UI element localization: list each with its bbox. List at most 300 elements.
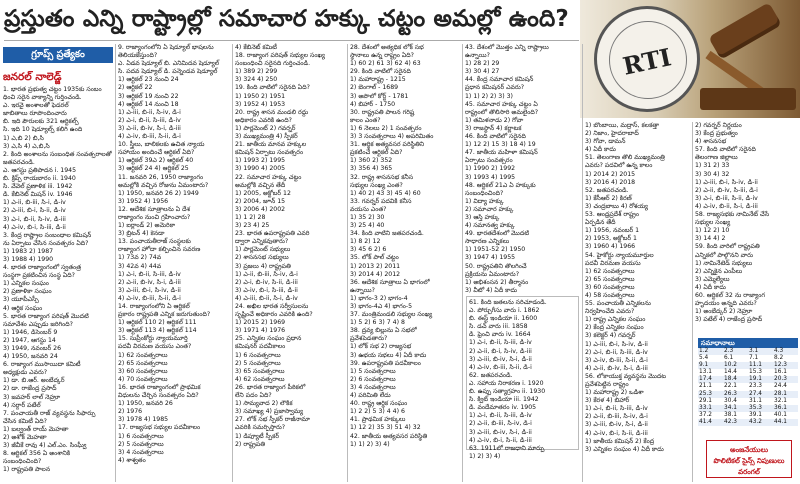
column-divider [582, 44, 583, 482]
text-line: 48. ఆర్టికల్ 21ఎ ఏ హక్కుకు [465, 181, 536, 189]
text-line: 3) 1960 4) 1966 [585, 243, 636, 251]
text-line: 1) 40 2) 43 3) 45 4) 60 [350, 189, 421, 197]
text-line: 1) మహారాష్ట్ర - 1215 [350, 76, 406, 84]
text-line: 18. రాజ్యాంగ పరిషత్ సభ్యుల సంఖ్య [235, 52, 325, 60]
text-line: ప్రకారం రాష్ట్రపతి ఎన్నిక జరుగుతుంది? [118, 311, 211, 319]
text-line: 3) జవహర్ లాల్ నెహ్రూ [3, 393, 61, 401]
text-line: 1) లోక్ సభ 2) రాజ్యసభ [350, 343, 412, 351]
text-line: 4) ఎ-iv, బి-i, సి-iii, డి-ii [3, 223, 66, 231]
answer-key-cell: 41.4 [698, 419, 723, 426]
answer-key-cell: 37.2 [699, 411, 712, 418]
text-line: 4) 1950, జనవరి 24 [3, 353, 58, 361]
text-line: అమల్లోకి వచ్చిన తేదీ [235, 181, 286, 189]
text-line: 2) ఎ-ii, బి-iii, సి-iv, డి-i [585, 413, 648, 421]
text-line: 1) 2015 2) 1969 [235, 319, 286, 327]
rti-seal [594, 6, 700, 112]
text-line: 3) సమాఖ్య 4) ప్రజాస్వామ్య [235, 408, 304, 416]
answer-key-row [698, 383, 798, 390]
answer-key-cell: 35.3 [748, 405, 773, 412]
text-line: సి. వేవెల్ ప్రణాళిక iii. 1942 [3, 183, 73, 191]
text-line: 63. 1911లో రాజధాని మార్పు [469, 444, 545, 452]
text-line: అధ్యక్షుడు ఎవరు? [3, 369, 48, 377]
text-line: 2) ఎ-ii, బి-iv, సి-iii, డి-i [695, 186, 758, 194]
text-line: రాష్ట్రంలో తొలిసారి అమలైంది? [465, 108, 539, 116]
text-line: 3) పటేల్ 4) రాజేంద్ర ప్రసాద్ [695, 316, 763, 324]
text-line: 1) అభిశంసన 2) తీర్మానం [465, 278, 529, 286]
answer-key-cell: 19.1 [748, 376, 773, 383]
text-line: 2) కేంద్ర ఎన్నికల సంఘం [585, 324, 644, 332]
text-line: 31. ఆర్థిక అత్యవసర పరిస్థితిని [350, 141, 425, 149]
text-line: 3) ప్రజలు 4) రాష్ట్రపతి [235, 262, 291, 270]
text-line: 50. రాష్ట్రపతిని తొలగించే [465, 262, 527, 270]
text-line: 45. సమాచార హక్కు చట్టం ఏ [465, 100, 538, 108]
text-line: 51. తెలంగాణ తొలి ముఖ్యమంత్రి [585, 154, 665, 162]
text-line: 33. గవర్నర్ పదవికి కనీస [350, 197, 412, 205]
text-line: 1) పార్లమెంట్ సభ్యులు [235, 246, 291, 254]
answer-key-cell: 33.1 [698, 405, 723, 412]
text-line: 1) భాగం-3 2) భాగం-4 [350, 294, 408, 302]
text-line: 16. భారత రాజ్యాంగంలో ప్రాథమిక [118, 383, 201, 391]
answer-key-cell: 5.4 [699, 355, 709, 362]
column-divider [692, 122, 693, 482]
text-line: 29. కింది వాటిలో సరైనది [350, 68, 411, 76]
credit-place: వరంగల్ [738, 468, 760, 476]
text-line: 2) ఎన్నికైన ఎంపీలు [695, 267, 743, 275]
text-line: 2) నిజాం, హైదరాబాద్ [585, 130, 639, 138]
text-line: 3) 1990 4) 2005 [235, 165, 286, 173]
text-line: 3) చంద్రబాబు 4) రోశయ్య [585, 202, 648, 210]
text-line: ఎ. ఇరవై అంశాలతో ఫెడరల్ [3, 102, 69, 110]
text-line: సాధారణ ఎన్నికలు [465, 238, 510, 246]
text-line: 4) ఎ-iv, బి-i, సి-ii, డి-iii [469, 436, 532, 444]
text-line: 3) 30 4) 32 [695, 170, 730, 178]
text-line: 1) 12 2) 10 [695, 227, 730, 235]
text-line: 35. లోక్ పాల్ చట్టం [350, 254, 399, 262]
text-line: 27. లోక్ సభ స్పీకర్ రాజీనామా [235, 416, 310, 424]
text-line: 3) 30 4) 27 [465, 68, 500, 76]
text-line: 1) ఎన్నికల సంఘం [3, 280, 49, 288]
text-line: 1) 1) 2) 3) 4) [350, 440, 390, 448]
text-line: 1) 1983 2) 1987 [3, 247, 54, 255]
text-line: 4) ఎ-iv, బి-iii, సి-ii, డి-i [118, 294, 181, 302]
text-line: 62. జతపరచండి. [469, 371, 513, 379]
text-line: 3) జీవీకే రావు 4) ఎల్.ఎం. సింఘ్వీ [3, 442, 87, 450]
text-line: 3) గోవా, డామన్ [585, 138, 626, 146]
text-line: 46. కింది వాటిలో సరైనది [465, 133, 526, 141]
text-line: 3) కేంద్ర ప్రభుత్వం [695, 130, 738, 138]
text-line: సంబంధించింది? [3, 458, 42, 466]
answer-key-cell: 30.4 [724, 397, 737, 404]
text-line: సమావేశం ఎప్పుడు జరిగింది? [3, 320, 73, 328]
text-line: 2) 1953, అక్టోబర్ 1 [585, 235, 637, 243]
text-line: 41. ప్రాథమిక హక్కులు [350, 416, 406, 424]
text-line: అధికారం ఎవరికి ఉంది? [235, 116, 292, 124]
text-line: ఏర్పడిన తేదీ [585, 219, 616, 227]
text-line: 2) డా. రాజేంద్ర ప్రసాద్ [3, 385, 57, 393]
answer-key-cell: 26.3 [723, 391, 748, 398]
text-line: 3) ఎన్నికల సంఘం 4) ఏదీ కాదు [585, 445, 664, 453]
text-line: సభ్యుల సంఖ్య [695, 219, 731, 227]
text-line: చేసిన కమిటీ ఏది? [3, 417, 47, 425]
text-line: 2) ఎ-ii, బి-i, సి-iv, డి-iii [469, 347, 532, 355]
text-line: కమిషన్ ఏర్పాటు సంవత్సరం [235, 149, 304, 157]
answer-key-cell: 23.3 [749, 383, 762, 390]
text-line: 4. భారత రాజ్యాంగంలో స్వతంత్ర [3, 264, 82, 272]
headline: ప్రస్తుతం ఎన్ని రాష్ట్రాల్లో సమాచార హక్కు చట్టం అమల్లో ఉంది? [4, 6, 569, 32]
answer-key-cell: 7.1 [749, 355, 759, 362]
answer-key-row [698, 348, 798, 355]
text-line: 60. ఆర్టికల్ 32 ను రాజ్యాంగ [695, 291, 766, 299]
column-divider [347, 44, 348, 482]
text-line: 2) శాసనసభ సభ్యులు [235, 254, 289, 262]
text-line: 24. అఖిల భారత సర్వీసులను [235, 303, 309, 310]
text-line: 1) 60 2) 61 3) 62 4) 63 [350, 60, 421, 68]
text-line: 6. రాజ్యాంగ ముసాయిదా కమిటీ [3, 361, 81, 369]
text-line: 3) 2006 4) 2002 [235, 205, 286, 213]
answer-key-cell: 2.3 [723, 348, 748, 355]
text-line: 8. ఆర్టికల్ 356 ఏ అంశానికి [3, 450, 71, 458]
text-line: పదవీ విరమణ వయసు ఎంత? [118, 343, 192, 351]
answer-key-cell: 6.1 [724, 355, 734, 362]
text-line: 4) సమానత్వ హక్కు [465, 222, 515, 230]
text-line: 1. భారత ప్రభుత్వ చట్టం 1935కు సంబం [3, 86, 102, 93]
text-line: 3) 4 సంవత్సరాలు [118, 448, 164, 456]
text-line: 1) డా. బి.ఆర్. అంబేద్కర్ [3, 377, 65, 385]
text-line: 1) ఎ-i, బి-ii, సి-iii, డి-iv [118, 270, 181, 278]
text-line: 1) 1951-52 2) 1950 [465, 246, 526, 254]
text-line: 52. జతపరచండి. [585, 186, 629, 194]
text-line: ఏర్పాటు సంవత్సరం [465, 157, 513, 165]
text-line: 3) 65 సంవత్సరాలు [235, 367, 285, 375]
text-line: 57. కింది వాటిలో సరైనది [695, 146, 756, 154]
text-line: బి. క్రిప్స్ రాయబారం ii. 1940 [3, 175, 76, 183]
text-line: 3) 4 సంవత్సరాలు [350, 383, 396, 391]
text-line: 2) 1976 [118, 408, 143, 416]
text-line: 58. రాజ్యసభకు నామినేట్ చేసే [695, 211, 770, 219]
text-line: ఎ. పోర్చుగీసు వారు i. 1862 [469, 307, 540, 315]
text-line: 34. కింది వాటిని జతపరచండి. [350, 230, 424, 238]
text-line: 4) ఏదీ కాదు [585, 146, 616, 154]
answer-key-cell: 38.1 [724, 411, 737, 418]
text-line: కమిషనర్ పదవీకాలం [235, 343, 286, 351]
answer-key [698, 338, 798, 430]
text-line: 3) ఎ-iv, బి-i, సి-iii, డి-ii [235, 286, 298, 294]
text-line: 3) 1988 4) 1990 [3, 255, 54, 263]
text-line: 3) వీటో 4) ఏదీ కాదు [465, 286, 518, 294]
text-line: 36. ఆదేశిక సూత్రాలు ఏ భాగంలో [350, 278, 430, 286]
text-line: 1) ఎ-ii, బి-iii, సి-iv, డి-i [235, 270, 298, 278]
text-line: 12. ఆదేశిక సూత్రాలను ఏ దేశ [118, 205, 190, 213]
column-6 [585, 122, 690, 482]
answer-key-cell: 9.1 [698, 362, 723, 369]
text-line: 4) ఎ-iv, బి-iii, సి-ii, డి-i [118, 133, 181, 141]
text-line: 1) 2) 3) 4) [469, 452, 501, 460]
text-line: 2) రాష్ట్రపతి [235, 440, 266, 448]
text-line: 1) 1993 2) 1995 [235, 157, 286, 165]
text-line: ప్రధాన కమిషనర్ ఎవరు? [465, 84, 525, 92]
text-line: 9. రాజ్యాంగంలోని ఏ షెడ్యూల్ భాషలను [118, 44, 214, 51]
column-7 [695, 122, 798, 334]
text-line: 2) ఎ-ii, బి-iii, సి-iv, డి-i [469, 420, 532, 428]
text-line: ఉన్నాయి? [465, 52, 490, 60]
answer-key-cell: 21.1 [699, 383, 712, 390]
text-line: 3) ఆర్టికల్ 19 నుంచి 22 [118, 92, 179, 100]
text-line: 1) 6 సంవత్సరాలు [235, 351, 281, 359]
answer-key-cell: 36.1 [773, 405, 798, 412]
article-photo [580, 0, 800, 118]
answer-key-row [698, 362, 798, 369]
text-line: 3) భాగం-4ఎ 4) భాగం-5 [350, 303, 413, 310]
text-line: 1) ఎ-iii, బి-ii, సి-iv, డి-i [118, 108, 181, 116]
answer-key-cell: 42.3 [723, 419, 748, 426]
text-line: 2) ఎ-i, బి-ii, సి-iii, డి-iv [118, 116, 181, 124]
text-line: 1) ఎ-iii, బి-i, సి-iv, డి-ii [695, 178, 758, 186]
text-line: 2) ఆర్టికల్ 22 [118, 84, 153, 92]
section-tag: గ్రూప్స్ ప్రత్యేకం [3, 47, 113, 63]
text-line: 19. కింది వాటిలో సరైనది ఏది? [235, 84, 310, 92]
column-3 [235, 44, 345, 484]
text-line: 1) 1946, డిసెంబర్ 9 [3, 328, 58, 336]
text-line: 2. కింది అంశాలను సంబంధిత సంవత్సరాలతో [3, 150, 112, 158]
text-line: 1) రాష్ట్ర ఎన్నికల సంఘం [585, 316, 646, 324]
text-line: 1) జాతీయ కమిషన్ 2) కేంద్ర [585, 437, 655, 445]
text-line: హృదయం అన్నది ఎవరు? [695, 300, 757, 308]
text-line: 1) డిప్యూటీ స్పీకర్ [235, 432, 280, 440]
text-line: 3) రాజస్థాన్ 4) కర్ణాటక [465, 124, 522, 132]
text-line: వయసు ఎంత? [350, 205, 387, 213]
text-line: కాలం ఎంత? [350, 116, 381, 124]
text-line: 20. రాష్ట్ర శాసన మండలి రద్దు [235, 108, 309, 116]
gavel-icon [708, 2, 782, 60]
text-line: 2) ఎ-i, బి-ii, సి-iii, డి-iv [585, 348, 648, 356]
text-line: ప్రవేశపెడతారు? [350, 335, 388, 343]
text-line: 3) 14 4) 2 [695, 235, 726, 243]
text-line: 4) ఎ-iii, బి-ii, సి-i, డి-iv [235, 294, 298, 302]
text-line: 2) గవర్నర్ నిర్ణయం [695, 122, 742, 129]
text-line: 3) ఎ-iii, బి-iv, సి-i, డి-ii [585, 421, 648, 429]
text-line: 1) 31 2) 33 [695, 162, 730, 170]
credit-name: అంజనేయులు [730, 446, 768, 454]
text-line: 3) ఎ-ii, బి-iv, సి-i, డి-iii [118, 124, 181, 132]
text-line: 4) శాశ్వతం [118, 456, 146, 464]
text-line: 1) ఎ-i, బి-ii, సి-iii, డి-iv [469, 339, 532, 347]
text-line: 32. రాష్ట్ర శాసనసభ కనీస [350, 173, 414, 181]
text-line: 4) 70 సంవత్సరాలు [118, 375, 168, 383]
text-line: 2) బెంగాల్ - 1689 [350, 84, 399, 92]
text-line: సి. ఇది 10 షెడ్యూల్స్ కలిగి ఉంది [3, 126, 83, 134]
text-line: సి. పదవ షెడ్యూల్ డి. పన్నెండవ షెడ్యూల్ [118, 68, 218, 76]
text-line: అమల్లోకి వచ్చిన రోజును ఏమంటారు? [118, 181, 209, 189]
text-line: 3) 2014 4) 2012 [350, 270, 401, 278]
text-line: బి. ఈస్ట్ ఇండియా ii. 1600 [469, 315, 538, 323]
text-line: 1) విద్యా హక్కు [465, 197, 504, 205]
text-line: 49. భారతదేశంలో మొదటి [465, 230, 529, 238]
column-4 [350, 44, 460, 484]
text-line: 17. రాజ్యసభ సభ్యుల పదవీకాలం [118, 424, 201, 432]
answer-key-row [698, 369, 798, 376]
text-line: 3) 25 4) 40 [350, 222, 385, 230]
text-line: 1) 35 2) 30 [350, 213, 385, 221]
text-line: 2) సమాచార హక్కు [465, 205, 514, 213]
text-line: 1) తమిళనాడు 2) గోవా [465, 116, 524, 124]
text-line: 3) 1971 4) 1976 [235, 327, 286, 335]
answer-key-cell: 16.1 [774, 369, 787, 376]
text-line: 3) ఎ-iv, బి-iii, సి-ii, డి-i [585, 356, 648, 364]
answer-key-cell: 40.1 [774, 411, 787, 418]
text-line: జతపరచండి. [3, 158, 35, 166]
text-line: 1) 2 2) 5 3) 4 4) 6 [350, 408, 405, 416]
text-line: డి. కేబినెట్ మిషన్ iv. 1946 [3, 191, 73, 199]
text-line: 2) ఎ-ii, బి-iv, సి-i, డి-iii [118, 278, 181, 286]
text-line: 1) బల్వంత్ రాయ్ మెహతా [3, 425, 69, 433]
text-line: 13. పంచాయతీరాజ్ సంస్థలకు [118, 238, 191, 246]
text-line: 4) ఏదీ కాదు [695, 283, 726, 291]
answer-key-cell: 28.1 [773, 391, 798, 398]
text-line: 1) 5 2) 6 3) 7 4) 8 [350, 319, 405, 327]
text-line: 3) ఉభయ సభలు 4) ఏదీ కాదు [350, 351, 427, 359]
column-1 [3, 86, 113, 482]
text-line: 61. కింది జతలను సరిచూడండి. [469, 299, 547, 306]
text-line: 2) అశోక్ మెహతా [3, 434, 47, 442]
text-line: 37. మంత్రిమండలి సభ్యుల సంఖ్య [350, 311, 433, 319]
text-line: 1) 6 సంవత్సరాలు [118, 432, 164, 440]
text-line: బి. ఇది పౌరులకు 321 ఆర్టికల్స్ [3, 118, 79, 126]
text-line: 30. రాష్ట్రపతి పాలన గరిష్ట [350, 108, 415, 116]
text-line: ఎ. ఆగస్టు ప్రతిపాదన i. 1945 [3, 166, 77, 174]
text-line: 1) 62 సంవత్సరాలు [585, 267, 635, 275]
text-line: 38. ద్రవ్య బిల్లును ఏ సభలో [350, 327, 417, 335]
text-line: 1) 28 2) 29 [465, 60, 500, 68]
text-line: 3) కలెక్టర్ 4) గవర్నర్ [585, 332, 636, 340]
text-line: 4) 62 సంవత్సరాలు [235, 375, 285, 383]
text-line: 56. లోకాయుక్త వ్యవస్థను మొదట [585, 372, 667, 380]
column-divider [462, 44, 463, 482]
text-line: 1) 73వ 2) 74వ [118, 254, 162, 262]
text-line: 1) 2013 2) 2011 [350, 262, 401, 270]
text-line: 1) ఆర్టికల్ 23 నుంచి 24 [118, 76, 179, 84]
text-line: 1) మహారాష్ట్ర 2) ఒడిశా [585, 389, 644, 397]
answer-key-title: సమాధానాలు [698, 338, 798, 348]
text-line: 3) 324 4) 250 [235, 76, 278, 84]
answer-key-cell: 43.2 [748, 419, 773, 426]
text-line: సి. క్విట్ ఇండియా iii. 1942 [469, 396, 539, 404]
text-line: 3) ఎ-i, బి-iii, సి-ii, డి-iv [695, 194, 758, 202]
text-line: 3) 2016 4) 2018 [585, 178, 636, 186]
text-line: 4) ఎ-ii, బి-iv, సి-i, డి-iii [585, 364, 648, 372]
text-line: 25. ఎన్నికల సంఘం ప్రధాన [235, 335, 302, 343]
answer-key-cell: 1.2 [698, 348, 723, 355]
text-line: 1) 8 2) 12 [350, 238, 381, 246]
text-line: 3) 60 సంవత్సరాలు [585, 283, 635, 291]
headline-divider [4, 40, 579, 41]
text-line: 1) బొంబాయి, మద్రాస్, కలకత్తా [585, 122, 660, 129]
text-line: 3) బ్రిటన్ 4) కెనడా [118, 230, 165, 238]
answer-key-cell: 32.1 [774, 397, 787, 404]
column-2 [118, 44, 230, 484]
column-divider [232, 44, 233, 482]
answer-key-cell: 44.1 [773, 419, 798, 426]
text-line: 42. జాతీయ అత్యవసర పరిస్థితి [350, 432, 428, 440]
text-line: ఎ. సహాయ నిరాకరణ i. 1920 [469, 379, 544, 387]
text-line: జాబితాలు రూపొందించారు [3, 110, 67, 118]
answer-key-cell: 13.1 [699, 369, 712, 376]
text-line: 3) 1978 4) 1985 [118, 416, 169, 424]
answer-key-cell: 25.3 [698, 391, 723, 398]
answer-key-row [698, 405, 798, 412]
text-line: 1) 1) 2) 2) 3) 3) [465, 92, 513, 100]
text-line: 1) సామ్యవాద 2) లౌకిక [235, 400, 293, 408]
text-line: 3) ఎ-iii, బి-i, సి-iv, డి-ii [118, 286, 181, 294]
text-line: 3) ఎ-i, బి-ii, సి-iv, డి-iii [3, 215, 66, 223]
text-line: సభ్యుల సంఖ్య ఎంత? [350, 181, 403, 189]
text-line: 2) ఎ-iii, బి-i, సి-ii, డి-iv [3, 207, 66, 215]
text-line: 4) ఆర్టికల్ 14 నుంచి 18 [118, 100, 179, 108]
text-line: 2) 6 సంవత్సరాలు [350, 375, 396, 383]
text-line: 15. సుప్రీంకోర్టు న్యాయమూర్తి [118, 335, 188, 343]
answer-key-cell: 3.1 [748, 348, 773, 355]
text-line: ప్రకటించే ఆర్టికల్ ఏది? [350, 149, 403, 157]
answer-key-cell: 22.1 [724, 383, 737, 390]
text-line: 3) ఆర్టికల్ 24 4) ఆర్టికల్ 25 [118, 165, 189, 173]
text-line: 26. భారత రాజ్యాంగ పీఠికలో [235, 383, 306, 391]
text-line: స్థానాలు ఉన్న రాష్ట్రం ఏది? [350, 52, 414, 60]
text-line: 3) యూపీఎస్సీ [3, 296, 39, 304]
text-line: ఎ. ఏడవ షెడ్యూల్ బి. ఎనిమిదవ షెడ్యూల్ [118, 60, 220, 68]
answer-key-cell: 17.4 [698, 376, 723, 383]
answer-key-row [698, 376, 798, 383]
text-line: 3) 1993 4) 1995 [465, 173, 516, 181]
text-line: 21. జాతీయ మానవ హక్కుల [235, 141, 307, 149]
text-line: 2) 65 సంవత్సరాలు [118, 359, 168, 367]
text-line: 1) అంబేద్కర్ 2) నెహ్రూ [695, 308, 753, 316]
text-line: బి. ఉప్పు సత్యాగ్రహం ii. 1930 [469, 388, 546, 396]
text-line: 1) 5 సంవత్సరాలు [350, 367, 396, 375]
text-line: 1) ఎ,బి 2) బి,సి [3, 134, 44, 142]
text-line: 4) శాసనసభ [695, 138, 727, 146]
text-line: 39. ఉపరాష్ట్రపతి పదవీకాలం [350, 359, 421, 367]
text-line: ఎవరికి సమర్పిస్తారు? [235, 424, 286, 432]
text-line: 1) కేసీఆర్ 2) కిరణ్ [585, 194, 632, 202]
answer-key-row [698, 412, 798, 419]
text-line: సహాయం అందించే ఆర్టికల్ ఏది? [118, 149, 195, 157]
answer-key-cell: 20.3 [773, 376, 798, 383]
text-line: 1) 12 2) 15 3) 18 4) 19 [465, 141, 536, 149]
column-divider [115, 44, 116, 482]
text-line: 1) పార్లమెంట్ 2) గవర్నర్ [235, 124, 296, 132]
text-line: 43. దేశంలో మొత్తం ఎన్ని రాష్ట్రాలు [465, 44, 549, 51]
text-line: 10. స్త్రీలు, బాలికలకు ఉచిత న్యాయ [118, 141, 205, 149]
answer-key-cell: 18.4 [723, 376, 748, 383]
text-line: 4) పరిమితి లేదు [350, 392, 391, 400]
answer-key-cell: 11.1 [748, 362, 773, 369]
answer-key-cell: 4.3 [773, 348, 798, 355]
text-line: సంబంధించింది? [465, 189, 504, 197]
text-line: 3) ఆర్టికల్ 113 4) ఆర్టికల్ 114 [118, 327, 197, 335]
text-line: ద్వారా ఎన్నికవుతారు? [235, 238, 289, 246]
text-line: 4) ఎ-iv, బి-i, సి-ii, డి-iii [585, 429, 648, 437]
text-line: 1) 62 సంవత్సరాలు [118, 351, 168, 359]
text-line: 2) 2004, జూన్ 15 [235, 197, 286, 205]
text-line: 3) 3 సంవత్సరాలు 4) అపరిమితం [350, 133, 434, 141]
text-line: 53. ఆంధ్రప్రదేశ్ రాష్ట్రం [585, 211, 640, 219]
text-line: 3) 1952 4) 1956 [118, 197, 169, 205]
text-line: 4) సర్దార్ పటేల్ [3, 401, 41, 409]
text-line: విధులను చేర్చిన సంవత్సరం ఏది? [118, 392, 199, 400]
text-line: 4) ఎ-iv, బి-iii, సి-ii, డి-i [469, 363, 532, 371]
text-line: 59. కింది వారిలో రాష్ట్రపతి [695, 243, 760, 251]
author-byline: జనరల్ నాలెడ్జ్ [3, 71, 62, 83]
answer-key-row [698, 355, 798, 362]
